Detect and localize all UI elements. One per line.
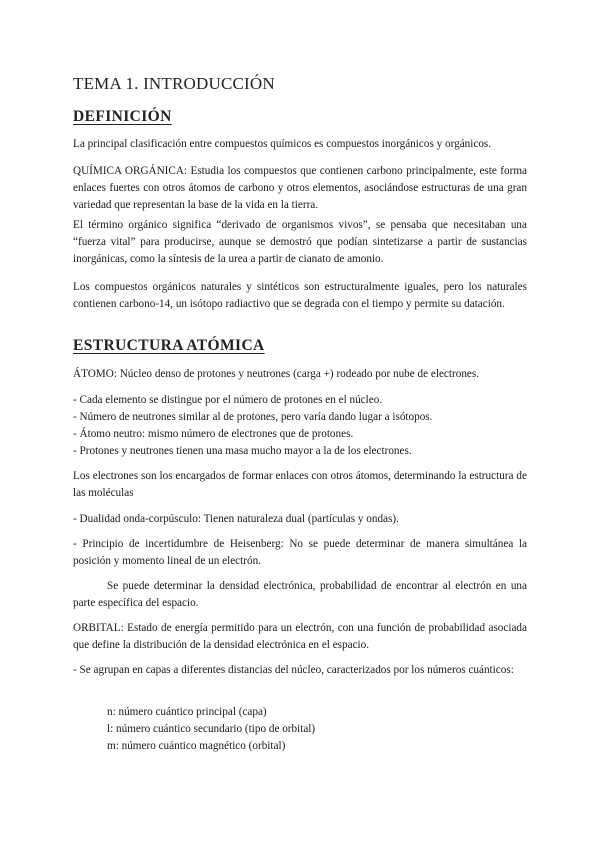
paragraph-termino-organico: El término orgánico significa “derivado de organismos vivos”, se pensaba que necesitaban una “fuerza vital” para producirse, aunque se demostró que podían sintetizarse a partir de sustancias inorgánicas, como la síntesis de la urea a partir de cianato de amonio. (73, 219, 527, 265)
quantum-number-item: m: número cuántico magnético (orbital) (107, 740, 286, 752)
page-title: TEMA 1. INTRODUCCIÓN (73, 74, 275, 93)
paragraph-quimica-organica: QUÍMICA ORGÁNICA: Estudia los compuestos que contienen carbono principalmente, este forma enlaces fuertes con otros átomos de carbono y otros elementos, asociándose estructuras de una gran variedad que representan la base de la vida en la tierra. (73, 165, 527, 211)
list-item: - Número de neutrones similar al de protones, pero varía dando lugar a isótopos. (73, 411, 433, 423)
paragraph-densidad-electronica: Se puede determinar la densidad electrónica, probabilidad de encontrar al electrón en una parte específica del espacio. (73, 580, 527, 609)
paragraph-electrones: Los electrones son los encargados de formar enlaces con otros átomos, determinando la estructura de las moléculas (73, 470, 527, 499)
paragraph-orbital: ORBITAL: Estado de energía permitido para un electrón, con una función de probabilidad asociada que define la distribución de la densidad electrónica en el espacio. (73, 622, 527, 651)
paragraph-compuestos-naturales: Los compuestos orgánicos naturales y sintéticos son estructuralmente iguales, pero los naturales contienen carbono-14, un isótopo radiactivo que se degrada con el tiempo y permite su datación. (73, 281, 527, 310)
paragraph-dualidad: - Dualidad onda-corpúsculo: Tienen naturaleza dual (partículas y ondas). (73, 513, 399, 525)
heading-definicion: DEFINICIÓN (73, 108, 172, 125)
list-item: - Cada elemento se distingue por el número de protones en el núcleo. (73, 394, 383, 406)
paragraph-atomo: ÁTOMO: Núcleo denso de protones y neutrones (carga +) rodeado por nube de electrones. (73, 368, 480, 380)
list-item: - Átomo neutro: mismo número de electrones que de protones. (73, 428, 354, 440)
heading-estructura-atomica: ESTRUCTURA ATÓMICA (73, 337, 265, 354)
paragraph-capas: - Se agrupan en capas a diferentes distancias del núcleo, caracterizados por los números cuánticos: (73, 664, 514, 676)
quantum-number-item: l: número cuántico secundario (tipo de orbital) (107, 723, 316, 735)
quantum-number-item: n: número cuántico principal (capa) (107, 706, 267, 718)
paragraph-clasificacion: La principal clasificación entre compuestos químicos es compuestos inorgánicos y orgánicos. (73, 138, 492, 150)
paragraph-heisenberg: - Principio de incertidumbre de Heisenberg: No se puede determinar de manera simultánea la posición y momento lineal de un electrón. (73, 538, 527, 567)
list-item: - Protones y neutrones tienen una masa mucho mayor a la de los electrones. (73, 445, 412, 457)
